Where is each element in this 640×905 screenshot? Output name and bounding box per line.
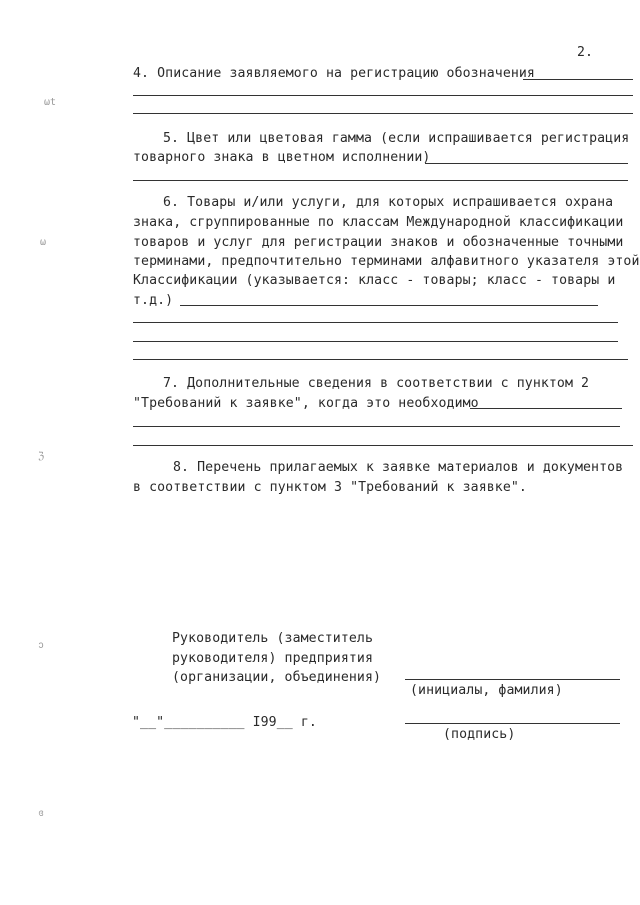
item-6-line-4: терминами, предпочтительно терминами алфавитного указателя этой — [133, 254, 640, 269]
margin-mark: ℨ — [38, 451, 45, 462]
item-8-line-1: 8. Перечень прилагаемых к заявке материалов и документов — [173, 460, 624, 475]
margin-mark: ↄ — [38, 640, 45, 651]
item-8-line-2: в соответствии с пунктом 3 "Требований к заявке". — [133, 480, 527, 495]
item-5-answer-line[interactable] — [133, 180, 628, 181]
item-4-fill-line[interactable] — [523, 79, 633, 80]
item-6-fill-line[interactable] — [180, 305, 598, 306]
item-6-answer-line-2[interactable] — [133, 341, 618, 342]
initials-fill-line[interactable] — [405, 679, 620, 680]
initials-caption: (инициалы, фамилия) — [410, 683, 563, 698]
signatory-title-line-1: Руководитель (заместитель — [172, 631, 373, 646]
margin-mark: ɞ — [38, 808, 45, 819]
item-6-line-2: знака, сгруппированные по классам Международной классификации — [133, 215, 624, 230]
signatory-title-line-2: руководителя) предприятия — [172, 651, 373, 666]
item-6-answer-line-1[interactable] — [133, 322, 618, 323]
item-6-line-3: товаров и услуг для регистрации знаков и обозначенные точными — [133, 235, 624, 250]
item-7-line-2: "Требований к заявке", когда это необходимо — [133, 396, 479, 411]
margin-mark: ωt — [44, 97, 57, 108]
page-number: 2. — [577, 45, 594, 60]
item-7-fill-line[interactable] — [470, 408, 622, 409]
signature-fill-line[interactable] — [405, 723, 620, 724]
item-5-line-2: товарного знака в цветном исполнении) — [133, 150, 431, 165]
item-6-answer-line-3[interactable] — [133, 359, 628, 360]
item-7-line-1: 7. Дополнительные сведения в соответствии с пунктом 2 — [163, 376, 590, 391]
item-4-answer-line-1[interactable] — [133, 95, 633, 96]
item-7-answer-line-1[interactable] — [133, 426, 620, 427]
item-5-line-1: 5. Цвет или цветовая гамма (если испрашивается регистрация — [163, 131, 630, 146]
item-7-answer-line-2[interactable] — [133, 445, 633, 446]
item-4-answer-line-2[interactable] — [133, 113, 633, 114]
item-6-line-5: Классификации (указывается: класс - товары; класс - товары и — [133, 273, 616, 288]
signatory-title-line-3: (организации, объединения) — [172, 670, 382, 685]
date-line[interactable]: "__"__________ I99__ г. — [132, 715, 317, 730]
item-6-line-6: т.д.) — [133, 293, 174, 308]
signature-caption: (подпись) — [443, 727, 516, 742]
item-5-fill-line[interactable] — [425, 163, 628, 164]
item-6-line-1: 6. Товары и/или услуги, для которых испрашивается охрана — [163, 195, 614, 210]
item-4-label: 4. Описание заявляемого на регистрацию обозначения — [133, 66, 535, 81]
margin-mark: ω — [40, 237, 47, 248]
